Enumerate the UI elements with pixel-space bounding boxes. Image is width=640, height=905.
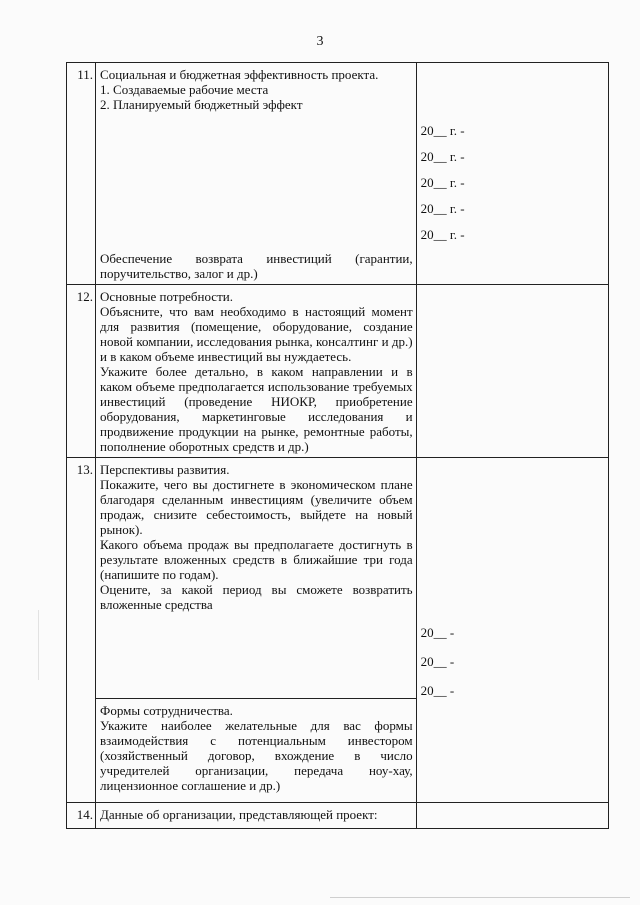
text-line: рынок).: [100, 522, 143, 537]
row-number: 12.: [67, 285, 96, 458]
year-entry: 20__ -: [420, 683, 455, 698]
row-14-answer-cell[interactable]: [416, 803, 608, 829]
text-line: лицензионное соглашение и др.): [100, 778, 281, 793]
text-line: каком объеме предполагается использование требуемых: [100, 379, 413, 394]
text-line: Укажите более детально, в каком направлении и в: [100, 364, 413, 379]
text-line: Укажите наиболее желательные для вас формы: [100, 718, 413, 733]
row-11-item-1: 1. Создаваемые рабочие места: [100, 82, 269, 97]
year-entry: 20__ г. -: [420, 123, 465, 138]
table-row-12: [67, 285, 609, 458]
text-line: Обеспечение возврата инвестиций (гарантии,: [100, 251, 413, 266]
text-line: пополнение оборотных средств и др.): [100, 439, 309, 454]
text-line: Покажите, чего вы достигнете в экономическом плане: [100, 477, 413, 492]
row-13b-title: Формы сотрудничества.: [100, 703, 233, 718]
table-row-11: [67, 63, 609, 285]
table-row-13: [67, 458, 609, 699]
text-line: новой компании, исследования рынка, консалтинг и др.): [100, 334, 413, 349]
row-13-cooperation-forms: [96, 699, 417, 803]
text-line: учредителей организации, передача ноу-хау,: [100, 763, 413, 778]
row-11-guarantees: [100, 251, 413, 281]
page-number: 3: [316, 34, 324, 49]
row-number: 14.: [67, 803, 96, 829]
row-13-title: Перспективы развития.: [100, 462, 230, 477]
year-entry: 20__ г. -: [420, 227, 465, 242]
year-entry: 20__ г. -: [420, 201, 465, 216]
row-12-question: [96, 285, 417, 458]
row-13-question: [96, 458, 417, 699]
text-line: (хозяйственный договор, вхождение в число: [100, 748, 413, 763]
table-row-14: [67, 803, 609, 829]
row-11-question: [96, 63, 417, 285]
row-12-answer-cell[interactable]: [416, 285, 608, 458]
text-line: и в каком объеме инвестиций вы нуждаетесь.: [100, 349, 352, 364]
text-line: Какого объема продаж вы предполагаете достигнуть в: [100, 537, 413, 552]
scan-artifact: [38, 610, 39, 680]
text-line: оборудования, маркетинговые исследования и: [100, 409, 413, 424]
text-line: инвестиций (проведение НИОКР, приобретение: [100, 394, 413, 409]
project-form-table: [66, 62, 609, 829]
text-line: Оцените, за какой период вы сможете возвратить: [100, 582, 413, 597]
text-line: вложенные средства: [100, 597, 213, 612]
text-line: Данные об организации, представляющей проект:: [100, 807, 378, 822]
row-13-answer-cell[interactable]: [416, 458, 608, 803]
text-line: продаж, снизите себестоимость, выйдете на новый: [100, 507, 413, 522]
row-number: 11.: [67, 63, 96, 285]
year-entry: 20__ г. -: [420, 175, 465, 190]
row-14-question: [96, 803, 417, 829]
text-line: продвижение продукции на рынке, ремонтные работы,: [100, 424, 413, 439]
text-line: поручительство, залог и др.): [100, 266, 258, 281]
scan-artifact: [330, 897, 630, 898]
row-11-item-2: 2. Планируемый бюджетный эффект: [100, 97, 303, 112]
row-12-title: Основные потребности.: [100, 289, 233, 304]
year-entry: 20__ -: [420, 654, 455, 669]
year-entry: 20__ -: [420, 625, 455, 640]
text-line: результате вложенных средств в ближайшие три года: [100, 552, 413, 567]
text-line: взаимодействия с потенциальным инвестором: [100, 733, 413, 748]
text-line: благодаря сделанным инвестициям (увеличите объем: [100, 492, 413, 507]
text-line: для развития (помещение, оборудование, создание: [100, 319, 413, 334]
text-line: (напишите по годам).: [100, 567, 219, 582]
year-entry: 20__ г. -: [420, 149, 465, 164]
row-11-title: Социальная и бюджетная эффективность проекта.: [100, 67, 379, 82]
row-number: 13.: [67, 458, 96, 803]
row-11-answer-cell[interactable]: [416, 63, 608, 285]
text-line: Объясните, что вам необходимо в настоящий момент: [100, 304, 413, 319]
